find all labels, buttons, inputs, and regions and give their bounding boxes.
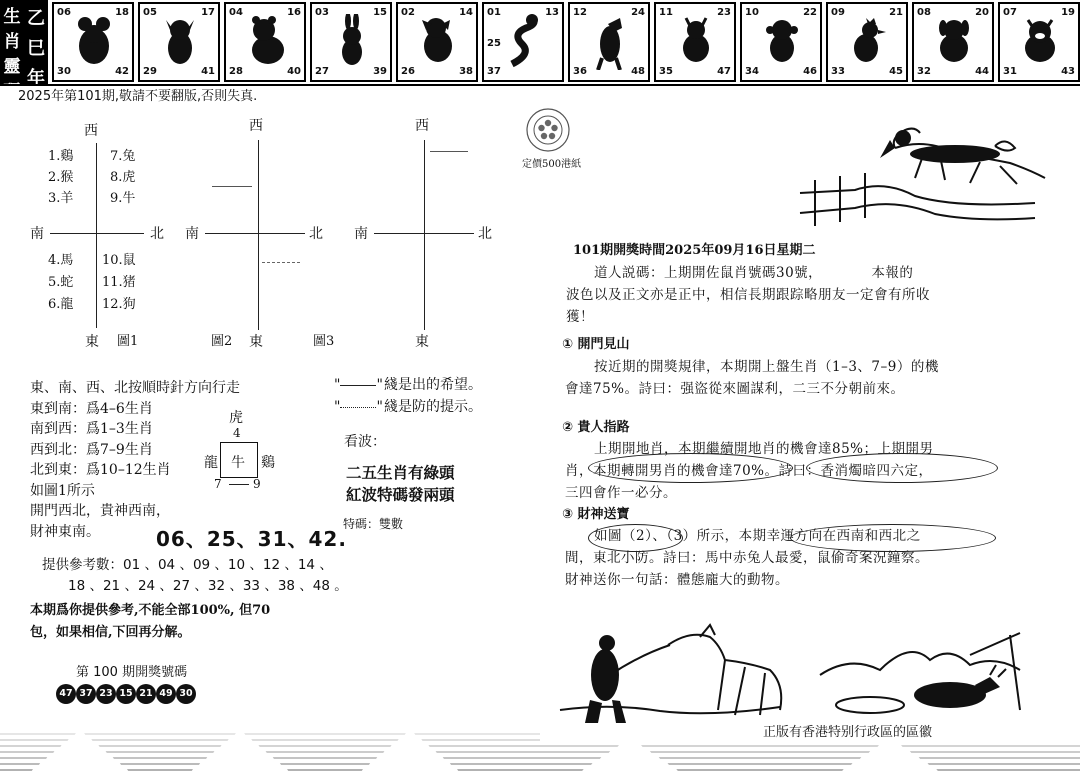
ox-icon [158,14,202,70]
fig1-vertical-axis [96,143,97,328]
section-1-line: 按近期的開獎規律，本期開上盤生肖（1–3、7–9）的機 [594,359,939,375]
fig2-west: 西 [249,118,263,134]
bottom-wave-pattern-left [0,722,540,777]
rule-line: 財神東南。 [30,523,100,540]
kanbo-label: 看波： [344,434,386,450]
legend-solid-text: 綫是出的希望。 [384,377,482,393]
zodiac-number: 02 [401,7,415,18]
zodiac-number: 04 [229,7,243,18]
mini-bottom-left: 7 [214,477,222,491]
legend-dotted [334,397,482,417]
title-char: 年 [27,68,45,89]
section-2-line: 肖，本期轉開男肖的機會達70%。詩曰：香消燭暗四六定， [565,463,933,479]
zodiac-box-goat [654,2,736,82]
rule-line: 南到西：爲1–3生肖 [30,421,153,437]
legend-solid [334,375,482,395]
zodiac-number: 12 [573,7,587,18]
title-char: 靈 [3,57,21,77]
section-1-body [565,356,1045,400]
zodiac-number: 27 [315,66,329,77]
disclaimer-line: 本期爲你提供參考,不能全部100%, 但70 [30,603,271,618]
rule-line: 西到北：爲7–9生肖 [30,441,153,458]
list-top-left [48,146,73,209]
zodiac-number: 13 [545,7,559,18]
zodiac-number: 15 [373,7,387,18]
zodiac-box-monkey [740,2,822,82]
title-char: 巳 [27,38,45,59]
zodiac-number: 26 [401,66,415,77]
list-item: 12.狗 [102,297,136,312]
zodiac-number: 32 [917,66,931,77]
section-2-line: 三四會作一必分。 [565,485,677,501]
fig2-caution-line [262,262,300,263]
zodiac-number: 46 [803,66,817,77]
zodiac-box-horse [568,2,650,82]
zodiac-number: 20 [975,7,989,18]
section-1-line: 會達75%。詩曰：强盜從來圖謀利，二三不分朝前來。 [565,381,905,397]
last-draw-title: 第 100 期開獎號碼 [76,665,188,680]
zodiac-number: 09 [831,7,845,18]
fig2-south: 南 [185,226,199,242]
mini-bottom-right: 9 [253,477,261,491]
highlight-oval [588,524,683,552]
draw-ball: 15 [116,684,136,704]
zodiac-number: 45 [889,66,903,77]
dragon-icon [416,14,460,70]
zodiac-box-snake [482,2,564,82]
mini-top: 虎 [229,410,243,426]
list-item: 8.虎 [110,170,136,185]
zodiac-number: 29 [143,66,157,77]
dog-fence-illustration [795,118,1050,238]
draw-ball: 37 [76,684,96,704]
list-item: 7.兔 [110,149,136,164]
snake-icon [502,14,546,70]
zodiac-number: 16 [287,7,301,18]
list-item: 5.蛇 [48,275,74,290]
fig3-south: 南 [354,226,368,242]
fig2-hope-line [212,186,252,187]
zodiac-number: 23 [717,7,731,18]
intro-line: 獲！ [566,309,594,325]
zodiac-box-rooster [826,2,908,82]
zodiac-box-dragon [396,2,478,82]
zodiac-number: 40 [287,66,301,77]
zodiac-number: 36 [573,66,587,77]
draw-ball: 47 [56,684,76,704]
intro-paragraph [566,262,1046,328]
dotted-line-sample: " " [334,399,383,415]
list-item: 10.鼠 [102,253,136,268]
intro-line: 波色以及正文亦是正中，相信長期跟踪略朋友一定會有所收 [566,287,930,303]
reference-line: 18 、21 、24 、27 、32 、33 、38 、48 。 [68,578,348,594]
zodiac-number: 35 [659,66,673,77]
section-1-title: ① 開門見山 [562,337,630,352]
list-item: 11.猪 [102,275,136,290]
zodiac-number: 47 [717,66,731,77]
intro-line: 道人説碼：上期開佐鼠肖號碼30號， 本報的 [594,265,914,281]
mini-right: 鷄 [261,455,275,471]
horse-icon [588,14,632,70]
mini-center: 牛 [231,455,245,471]
fig2-label: 圖2 [211,334,233,349]
zodiac-number: 21 [889,7,903,18]
zodiac-number: 01 [487,7,501,18]
zodiac-number: 41 [201,66,215,77]
kanbo-lines [346,462,455,506]
title-left-column [0,0,24,102]
rule-line: 東、南、西、北按順時針方向行走 [30,380,240,396]
zodiac-number: 30 [57,66,71,77]
section-3-title: ③ 財神送寶 [562,507,630,522]
mini-bottom-dash [229,484,249,485]
list-item: 1.鷄 [48,149,74,164]
price-label: 定價500港紙 [522,159,582,170]
rooster-icon [846,14,890,70]
footer-note: 正版有香港特别行政區的區徽 [760,721,935,740]
zodiac-number: 38 [459,66,473,77]
section-3-line: 間，東北小防。詩曰：馬中赤兔人最愛，鼠偷奇案況鐘察。 [565,550,929,566]
zodiac-number: 22 [803,7,817,18]
zodiac-number: 43 [1061,66,1075,77]
fig3-vertical-axis [424,140,425,330]
disclaimer [30,600,298,644]
zodiac-number: 08 [917,7,931,18]
zodiac-number: 39 [373,66,387,77]
disclaimer-line: 包，如果相信,下回再分解。 [30,625,191,640]
list-bottom-right [102,250,136,316]
fig3-horizontal-axis [374,233,474,234]
draw-ball: 23 [96,684,116,704]
fig1-north: 北 [150,226,164,242]
zodiac-number: 17 [201,7,215,18]
zodiac-box-rabbit [310,2,392,82]
section-2-line: 上期開地肖，本期繼續開地肖的機會達85%；上期開男 [594,441,934,457]
horse-ox-illustration [550,615,1050,730]
draw-ball: 21 [136,684,156,704]
rule-line: 北到東：爲10–12生肖 [30,462,171,478]
zodiac-number: 37 [487,66,501,77]
hk-emblem-icon [525,107,571,153]
list-item: 6.龍 [48,297,74,312]
zodiac-number: 19 [1061,7,1075,18]
title-char: 生 [3,7,21,27]
zodiac-number: 11 [659,7,673,18]
mini-top-num: 4 [233,426,241,440]
rabbit-icon [330,14,374,70]
list-item: 2.猴 [48,170,74,185]
fig2-north: 北 [309,226,323,242]
zodiac-number: 07 [1003,7,1017,18]
list-item: 9.牛 [110,191,136,206]
zodiac-box-rat [52,2,134,82]
fig2-east: 東 [249,334,263,350]
list-item: 4.馬 [48,253,74,268]
reference-numbers [42,555,348,597]
fig1-east: 東 [85,334,99,350]
fig3-east: 東 [415,334,429,350]
section-3-line: 財神送你一句話：體態龐大的動物。 [565,572,789,588]
zodiac-number: 48 [631,66,645,77]
fig3-north: 北 [478,226,492,242]
zodiac-box-tiger [224,2,306,82]
kanbo-line: 二五生肖有綠頭 [346,464,455,482]
highlight-oval [806,453,998,483]
draw-time: 101期開獎時間2025年09月16日星期二 [573,243,816,258]
special-code: 特碼：雙數 [343,517,404,531]
legend-dotted-text: 綫是防的提示。 [384,399,482,415]
dog-icon [932,14,976,70]
mini-left: 龍 [204,455,218,471]
kanbo-line: 紅波特碼發兩頭 [346,486,455,504]
draw-ball: 49 [156,684,176,704]
list-item: 3.羊 [48,191,74,206]
zodiac-number: 14 [459,7,473,18]
title-char: 肖 [3,32,21,52]
zodiac-number: 42 [115,66,129,77]
pig-icon [1018,14,1062,70]
rat-icon [72,14,116,70]
monkey-icon [760,14,804,70]
draw-ball: 30 [176,684,196,704]
zodiac-number: 34 [745,66,759,77]
goat-icon [674,14,718,70]
zodiac-number: 06 [57,7,71,18]
section-3-line: 如圖（2）、（3）所示，本期幸運方向在西南和西北之 [594,528,921,544]
title-right-column [24,0,48,89]
reference-line: 01 、04 、09 、10 、12 、14 、 [123,557,333,573]
zodiac-box-pig [998,2,1080,82]
fig1-horizontal-axis [50,233,144,234]
highlight-oval [790,524,996,552]
fig3-label: 圖3 [313,334,335,349]
title-char: 碼 [3,82,21,102]
zodiac-number: 44 [975,66,989,77]
zodiac-number: 10 [745,7,759,18]
rule-line: 東到南：爲4–6生肖 [30,400,153,417]
zodiac-number: 33 [831,66,845,77]
list-top-right [110,146,135,209]
issue-notice: 2025年第101期,敬請不要翻版,否則失真. [18,89,258,104]
zodiac-number: 31 [1003,66,1017,77]
title-char: 乙 [27,8,45,29]
zodiac-number: 18 [115,7,129,18]
zodiac-number: 03 [315,7,329,18]
fig1-label: 圖1 [117,334,139,349]
rule-line: 如圖1所示 [30,482,95,499]
zodiac-box-dog [912,2,994,82]
rule-line: 開門西北，貴神西南， [30,503,170,519]
zodiac-number: 24 [631,7,645,18]
reference-label: 提供參考數： [42,557,123,573]
fig2-vertical-axis [258,140,259,330]
zodiac-number: 05 [143,7,157,18]
solid-line-sample: " " [334,377,383,393]
fig3-west: 西 [415,118,429,134]
tiger-icon [244,14,288,70]
fig2-horizontal-axis [205,233,305,234]
list-bottom-left [48,250,73,316]
zodiac-number: 25 [487,38,501,49]
fig1-west: 西 [84,123,98,139]
fig3-hope-line [430,151,468,152]
zodiac-box-ox [138,2,220,82]
fig1-south: 南 [30,226,44,242]
section-2-title: ② 貴人指路 [562,420,630,435]
highlight-oval [588,453,793,483]
main-numbers: 06、25、31、42. [156,527,347,551]
zodiac-number: 28 [229,66,243,77]
